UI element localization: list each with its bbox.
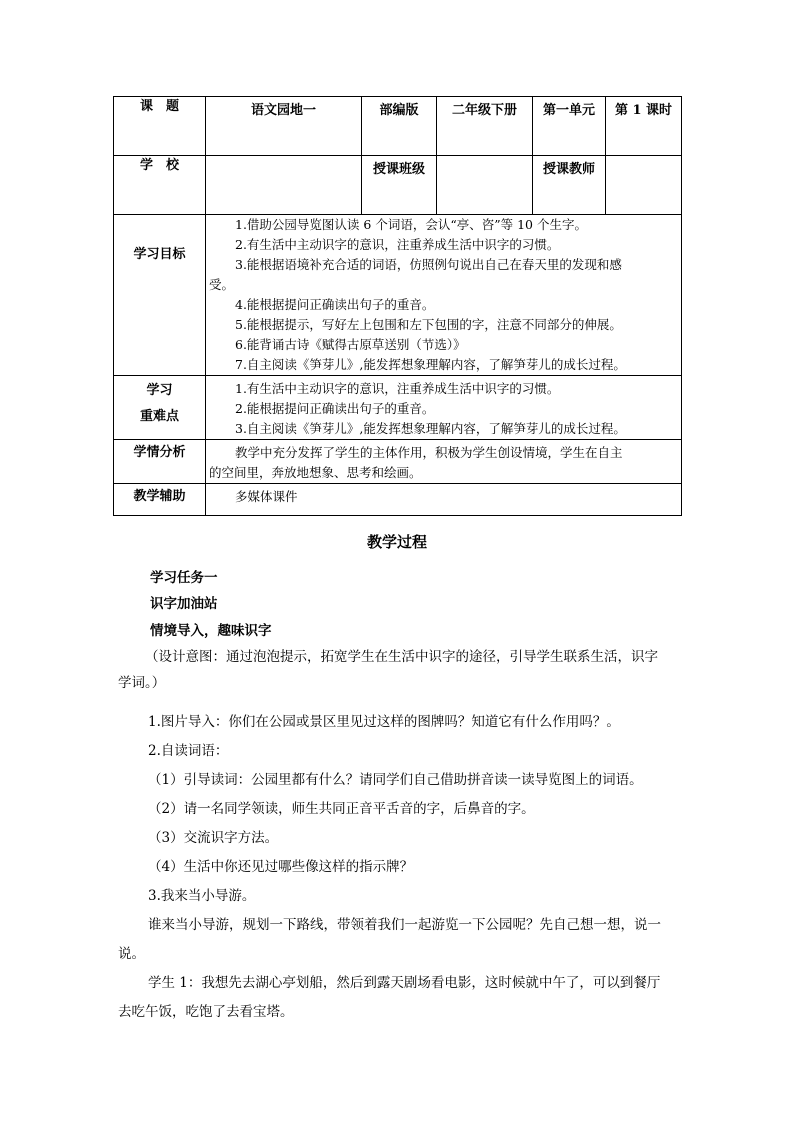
goal-item: 6.能背诵古诗《赋得古原草送别（节选）》	[235, 337, 466, 352]
key-point-item: 2.能根据提问正确读出句子的重音。	[235, 401, 435, 416]
sub-step-2: （2）请一名同学领读，师生共同正音平舌音的字，后鼻音的字。	[148, 801, 535, 817]
goals-label: 学习目标	[114, 215, 206, 376]
aids-label: 教学辅助	[114, 484, 206, 516]
table-row-aids	[114, 484, 682, 516]
step-1: 1.图片导入：你们在公园或景区里见过这样的图牌吗？知道它有什么作用吗？。	[148, 714, 620, 730]
analysis-label: 学情分析	[114, 440, 206, 484]
table-row-topic	[114, 97, 682, 156]
key-points-label-2: 重难点	[139, 409, 179, 424]
step-3: 3.我来当小导游。	[148, 888, 256, 904]
analysis-line: 的空间里，奔放地想象、思考和绘画。	[209, 465, 422, 480]
design-intent-line: （设计意图：通过泡泡提示，拓宽学生在生活中识字的途径，引导学生联系生活，识字	[145, 649, 658, 665]
key-point-item: 3.自主阅读《笋芽儿》,能发挥想象理解内容，了解笋芽儿的成长过程。	[235, 421, 626, 436]
edition-cell: 部编版	[362, 97, 437, 156]
lesson-plan-table	[113, 96, 682, 516]
goal-item: 5.能根据提示，写好左上包围和左下包围的字，注意不同部分的伸展。	[235, 317, 622, 332]
intro-heading: 情境导入，趣味识字	[150, 623, 272, 639]
sub-step-4: （4）生活中你还见过哪些像这样的指示牌？	[148, 859, 414, 875]
section-title: 教学过程	[366, 533, 427, 551]
paragraph-line: 说。	[118, 946, 145, 962]
task-heading: 学习任务一	[150, 570, 218, 586]
paragraph-line: 去吃午饭，吃饱了去看宝塔。	[118, 1004, 294, 1020]
key-points-list	[206, 376, 682, 440]
table-row-key-points	[114, 376, 682, 440]
unit-cell: 第一单元	[533, 97, 606, 156]
class-label: 授课班级	[362, 156, 437, 215]
sub-step-1: （1）引导读词：公园里都有什么？请同学们自己借助拼音读一读导览图上的词语。	[148, 772, 643, 788]
step-2: 2.自读词语：	[148, 743, 229, 759]
goal-item: 受。	[209, 277, 235, 292]
design-intent-line: 学词。）	[118, 675, 166, 691]
analysis-text	[206, 440, 682, 484]
table-row-goals	[114, 215, 682, 376]
goal-item: 7.自主阅读《笋芽儿》,能发挥想象理解内容，了解笋芽儿的成长过程。	[235, 357, 626, 372]
class-value	[437, 156, 533, 215]
table-row-analysis	[114, 440, 682, 484]
key-points-label-1: 学习	[146, 383, 173, 398]
goals-list	[206, 215, 682, 376]
aids-text: 多媒体课件	[235, 489, 298, 504]
goal-item: 3.能根据语境补充合适的词语，仿照例句说出自己在春天里的发现和感	[235, 257, 622, 272]
goal-item: 4.能根据提问正确读出句子的重音。	[235, 297, 435, 312]
table-row-school	[114, 156, 682, 215]
paragraph-line: 学生 1：我想先去湖心亭划船，然后到露天剧场看电影，这时候就中午了，可以到餐厅	[148, 975, 661, 991]
teacher-label: 授课教师	[533, 156, 606, 215]
key-point-item: 1.有生活中主动识字的意识，注重养成生活中识字的习惯。	[235, 381, 560, 396]
goal-item: 2.有生活中主动识字的意识，注重养成生活中识字的习惯。	[235, 237, 560, 252]
station-heading: 识字加油站	[150, 596, 218, 612]
grade-cell: 二年级下册	[437, 97, 533, 156]
school-value	[206, 156, 362, 215]
goal-item: 1.借助公园导览图认读 6 个词语，会认“亭、咨”等 10 个生字。	[235, 217, 587, 232]
analysis-line: 教学中充分发挥了学生的主体作用，积极为学生创设情境，学生在自主	[235, 445, 623, 460]
key-points-label	[114, 376, 206, 440]
topic-label: 课 题	[114, 97, 206, 156]
school-label: 学 校	[114, 156, 206, 215]
teacher-value	[606, 156, 682, 215]
aids-value	[206, 484, 682, 516]
sub-step-3: （3）交流识字方法。	[148, 830, 279, 846]
period-cell: 第 1 课时	[606, 97, 682, 156]
topic-title: 语文园地一	[206, 97, 362, 156]
paragraph-line: 谁来当小导游，规划一下路线，带领着我们一起游览一下公园呢？先自己想一想，说一	[148, 917, 661, 933]
